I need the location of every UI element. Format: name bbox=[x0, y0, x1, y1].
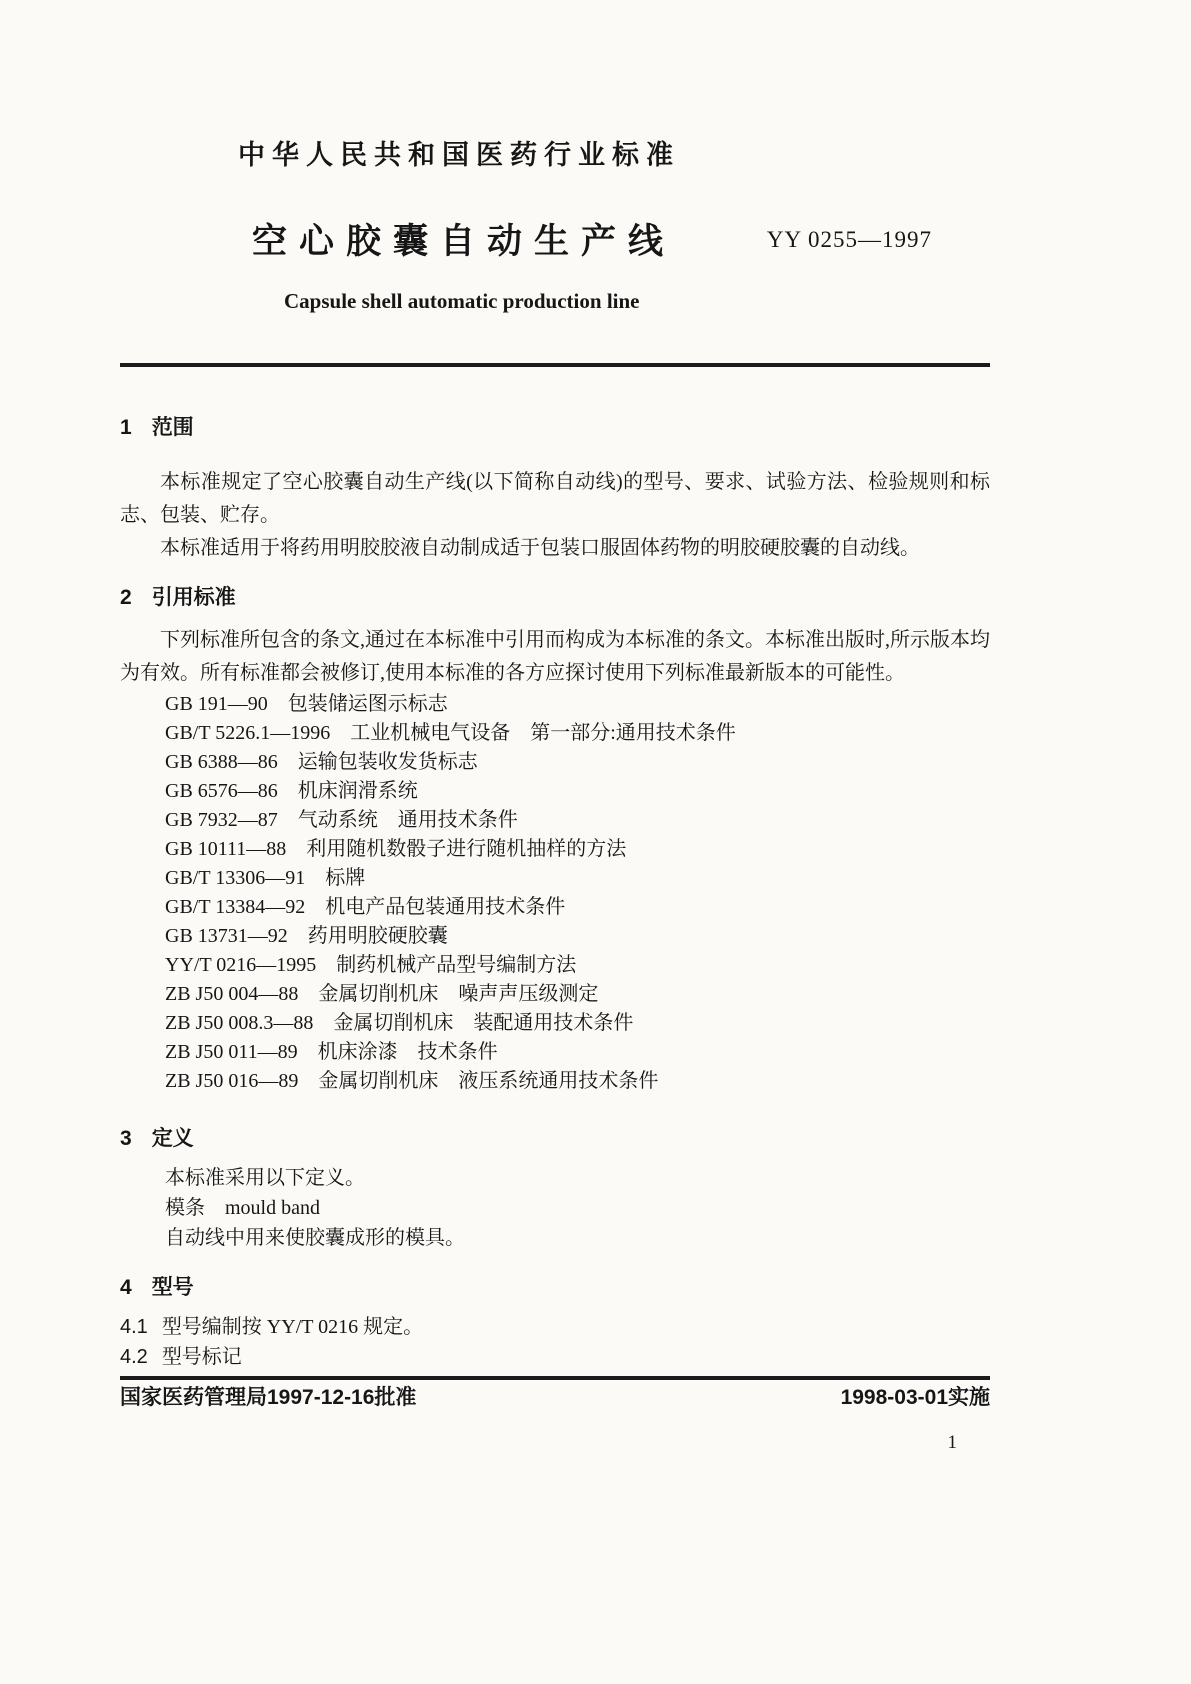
implementation-note: 1998-03-01实施 bbox=[840, 1386, 990, 1409]
scope-paragraph-2: 本标准适用于将药用明胶胶液自动制成适于包装口服固体药物的明胶硬胶囊的自动线。 bbox=[160, 537, 920, 559]
clause-4-2-number: 4.2 bbox=[120, 1346, 148, 1368]
reference-item: GB 10111—88 利用随机数骰子进行随机抽样的方法 bbox=[165, 838, 627, 860]
reference-item: GB/T 13306—91 标牌 bbox=[165, 867, 366, 889]
references-intro: 下列标准所包含的条文,通过在本标准中引用而构成为本标准的条文。本标准出版时,所示版本均为有效。所有标准都会被修订,使用本标准的各方应探讨使用下列标准最新版本的可能性。 bbox=[120, 629, 990, 684]
definition-text: 自动线中用来使胶囊成形的模具。 bbox=[165, 1227, 465, 1249]
title-row bbox=[120, 221, 990, 263]
reference-item: YY/T 0216—1995 制药机械产品型号编制方法 bbox=[165, 954, 577, 976]
english-title: Capsule shell automatic production line bbox=[284, 289, 640, 313]
standard-number: YY 0255—1997 bbox=[766, 227, 932, 252]
footer-row bbox=[120, 1385, 990, 1410]
reference-item: GB 6388—86 运输包装收发货标志 bbox=[165, 751, 478, 773]
section-4-title: 型号 bbox=[151, 1276, 194, 1299]
reference-item: GB 7932—87 气动系统 通用技术条件 bbox=[165, 809, 518, 831]
definition-line: 本标准采用以下定义。 bbox=[165, 1167, 365, 1189]
approval-note: 国家医药管理局1997-12-16批准 bbox=[120, 1386, 417, 1409]
reference-item: GB 13731—92 药用明胶硬胶囊 bbox=[165, 925, 448, 947]
section-4-number: 4 bbox=[120, 1276, 132, 1299]
section-1-title: 范围 bbox=[151, 416, 194, 439]
references-intro-wrap bbox=[120, 624, 990, 690]
definition-term: 模条 mould band bbox=[165, 1197, 320, 1219]
section-3-heading bbox=[120, 1126, 990, 1151]
footer-divider-rule bbox=[120, 1376, 990, 1380]
section-2-title: 引用标准 bbox=[151, 586, 236, 609]
page-number: 1 bbox=[947, 1432, 957, 1453]
reference-item: ZB J50 016—89 金属切削机床 液压系统通用技术条件 bbox=[165, 1070, 659, 1092]
header-divider-rule bbox=[120, 363, 990, 367]
reference-item: ZB J50 004—88 金属切削机床 噪声声压级测定 bbox=[165, 983, 599, 1005]
clause-4-2-text: 型号标记 bbox=[161, 1346, 242, 1368]
section-1-number: 1 bbox=[120, 416, 132, 439]
clause-4-2 bbox=[120, 1342, 990, 1372]
section-2-heading bbox=[120, 585, 990, 610]
clause-4-1-text: 型号编制按 YY/T 0216 规定。 bbox=[161, 1316, 424, 1338]
section-2-number: 2 bbox=[120, 586, 132, 609]
clause-4-1-number: 4.1 bbox=[120, 1316, 148, 1338]
document-content bbox=[0, 140, 1191, 1454]
reference-item: ZB J50 011—89 机床涂漆 技术条件 bbox=[165, 1041, 498, 1063]
reference-item: GB 191—90 包装储运图示标志 bbox=[165, 693, 448, 715]
section-1-heading bbox=[120, 415, 990, 440]
clause-4-1 bbox=[120, 1312, 990, 1342]
reference-item: GB/T 13384—92 机电产品包装通用技术条件 bbox=[165, 896, 566, 918]
reference-item: GB 6576—86 机床润滑系统 bbox=[165, 780, 418, 802]
standard-category-title: 中华人民共和国医药行业标准 bbox=[238, 140, 680, 170]
section-4-heading bbox=[120, 1275, 990, 1300]
section-3-title: 定义 bbox=[151, 1127, 194, 1150]
reference-item: ZB J50 008.3—88 金属切削机床 装配通用技术条件 bbox=[165, 1012, 634, 1034]
section-3-number: 3 bbox=[120, 1127, 132, 1150]
scope-paragraph-1: 本标准规定了空心胶囊自动生产线(以下简称自动线)的型号、要求、试验方法、检验规则和标志、包装、贮存。 bbox=[120, 471, 990, 526]
references-list bbox=[120, 690, 990, 1096]
document-title: 空心胶囊自动生产线 bbox=[252, 222, 676, 261]
definitions-block bbox=[120, 1163, 990, 1253]
reference-item: GB/T 5226.1—1996 工业机械电气设备 第一部分:通用技术条件 bbox=[165, 722, 736, 744]
scope-paragraphs bbox=[120, 466, 990, 565]
